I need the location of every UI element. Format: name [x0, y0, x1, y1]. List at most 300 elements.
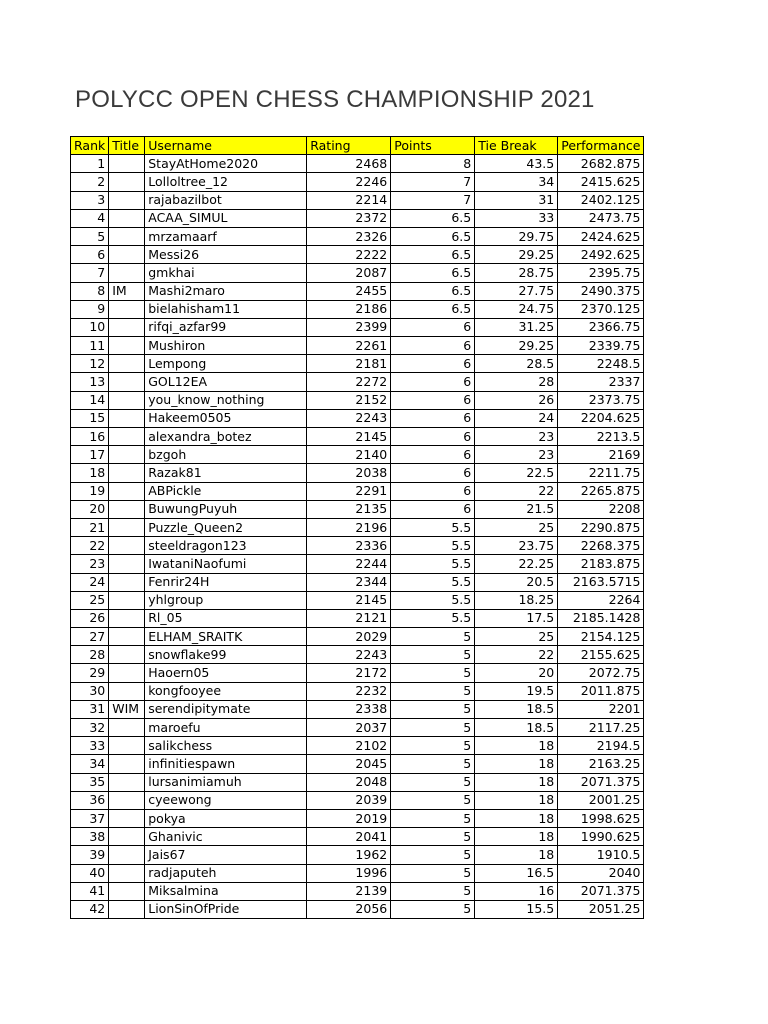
cell-username: gmkhai: [145, 264, 307, 282]
cell-rating: 2344: [307, 573, 391, 591]
cell-performance: 1990.625: [558, 828, 644, 846]
cell-rank: 33: [71, 737, 109, 755]
cell-points: 5: [391, 664, 475, 682]
cell-tiebreak: 31.25: [475, 318, 558, 336]
cell-rank: 10: [71, 318, 109, 336]
cell-title: [109, 391, 145, 409]
cell-username: kongfooyee: [145, 682, 307, 700]
cell-rating: 2038: [307, 464, 391, 482]
cell-tiebreak: 18.25: [475, 591, 558, 609]
cell-username: Puzzle_Queen2: [145, 518, 307, 536]
cell-rank: 34: [71, 755, 109, 773]
cell-username: ELHAM_SRAITK: [145, 628, 307, 646]
cell-title: IM: [109, 282, 145, 300]
table-row: [71, 337, 644, 355]
cell-rating: 2272: [307, 373, 391, 391]
cell-username: infinitiespawn: [145, 755, 307, 773]
cell-performance: 2415.625: [558, 173, 644, 191]
cell-points: 6.5: [391, 246, 475, 264]
cell-rating: 2029: [307, 628, 391, 646]
cell-title: [109, 191, 145, 209]
cell-username: Hakeem0505: [145, 409, 307, 427]
cell-username: BuwungPuyuh: [145, 500, 307, 518]
cell-title: [109, 373, 145, 391]
cell-title: [109, 264, 145, 282]
cell-performance: 2183.875: [558, 555, 644, 573]
cell-points: 5: [391, 755, 475, 773]
cell-username: Lolloltree_12: [145, 173, 307, 191]
cell-performance: 2248.5: [558, 355, 644, 373]
table-row: [71, 246, 644, 264]
cell-rating: 2152: [307, 391, 391, 409]
cell-rank: 41: [71, 882, 109, 900]
cell-points: 5.5: [391, 518, 475, 536]
cell-rank: 42: [71, 900, 109, 918]
cell-rating: 2039: [307, 791, 391, 809]
cell-points: 6.5: [391, 227, 475, 245]
cell-performance: 2071.375: [558, 882, 644, 900]
cell-username: bzgoh: [145, 446, 307, 464]
cell-title: [109, 537, 145, 555]
cell-tiebreak: 18: [475, 737, 558, 755]
cell-tiebreak: 20.5: [475, 573, 558, 591]
cell-rating: 2261: [307, 337, 391, 355]
cell-performance: 2366.75: [558, 318, 644, 336]
cell-title: [109, 864, 145, 882]
cell-tiebreak: 15.5: [475, 900, 558, 918]
cell-title: WIM: [109, 700, 145, 718]
header-points: Points: [391, 137, 475, 155]
cell-points: 6: [391, 428, 475, 446]
cell-title: [109, 318, 145, 336]
cell-username: maroefu: [145, 719, 307, 737]
cell-username: pokya: [145, 809, 307, 827]
cell-points: 6.5: [391, 264, 475, 282]
cell-points: 8: [391, 155, 475, 173]
table-row: [71, 664, 644, 682]
cell-points: 5: [391, 773, 475, 791]
cell-performance: 2339.75: [558, 337, 644, 355]
cell-rank: 32: [71, 719, 109, 737]
cell-points: 5: [391, 700, 475, 718]
table-row: [71, 755, 644, 773]
cell-tiebreak: 18: [475, 809, 558, 827]
cell-rank: 26: [71, 609, 109, 627]
cell-rank: 2: [71, 173, 109, 191]
cell-username: Lempong: [145, 355, 307, 373]
cell-username: Razak81: [145, 464, 307, 482]
cell-title: [109, 518, 145, 536]
cell-tiebreak: 18: [475, 791, 558, 809]
table-row: [71, 355, 644, 373]
cell-rank: 28: [71, 646, 109, 664]
cell-performance: 2492.625: [558, 246, 644, 264]
cell-tiebreak: 34: [475, 173, 558, 191]
cell-tiebreak: 22: [475, 646, 558, 664]
cell-performance: 2155.625: [558, 646, 644, 664]
cell-rating: 2468: [307, 155, 391, 173]
cell-title: [109, 646, 145, 664]
cell-rank: 20: [71, 500, 109, 518]
cell-points: 5: [391, 900, 475, 918]
table-row: [71, 682, 644, 700]
cell-performance: 2154.125: [558, 628, 644, 646]
cell-points: 6.5: [391, 209, 475, 227]
cell-points: 6: [391, 464, 475, 482]
cell-username: Jais67: [145, 846, 307, 864]
cell-rank: 16: [71, 428, 109, 446]
table-row: [71, 737, 644, 755]
cell-rating: 2196: [307, 518, 391, 536]
table-row: [71, 209, 644, 227]
cell-username: mrzamaarf: [145, 227, 307, 245]
cell-points: 6: [391, 500, 475, 518]
cell-rank: 11: [71, 337, 109, 355]
table-row: [71, 573, 644, 591]
cell-performance: 2373.75: [558, 391, 644, 409]
cell-performance: 2682.875: [558, 155, 644, 173]
cell-title: [109, 737, 145, 755]
cell-username: Mushiron: [145, 337, 307, 355]
header-rank: Rank: [71, 137, 109, 155]
cell-tiebreak: 24.75: [475, 300, 558, 318]
cell-username: alexandra_botez: [145, 428, 307, 446]
cell-performance: 2011.875: [558, 682, 644, 700]
cell-username: IwataniNaofumi: [145, 555, 307, 573]
cell-title: [109, 246, 145, 264]
cell-points: 5.5: [391, 555, 475, 573]
cell-tiebreak: 16: [475, 882, 558, 900]
cell-tiebreak: 29.75: [475, 227, 558, 245]
table-row: [71, 191, 644, 209]
cell-username: ACAA_SIMUL: [145, 209, 307, 227]
cell-rating: 2232: [307, 682, 391, 700]
cell-title: [109, 573, 145, 591]
cell-tiebreak: 22.5: [475, 464, 558, 482]
cell-performance: 2169: [558, 446, 644, 464]
cell-tiebreak: 18.5: [475, 700, 558, 718]
cell-tiebreak: 28.75: [475, 264, 558, 282]
table-row: [71, 864, 644, 882]
cell-rating: 2214: [307, 191, 391, 209]
cell-title: [109, 682, 145, 700]
cell-username: rajabazilbot: [145, 191, 307, 209]
cell-performance: 2163.5715: [558, 573, 644, 591]
cell-rank: 12: [71, 355, 109, 373]
cell-tiebreak: 18: [475, 773, 558, 791]
cell-username: Messi26: [145, 246, 307, 264]
cell-username: Fenrir24H: [145, 573, 307, 591]
cell-tiebreak: 23: [475, 428, 558, 446]
cell-tiebreak: 21.5: [475, 500, 558, 518]
cell-tiebreak: 18: [475, 846, 558, 864]
cell-title: [109, 664, 145, 682]
cell-rating: 2326: [307, 227, 391, 245]
cell-title: [109, 828, 145, 846]
cell-tiebreak: 22.25: [475, 555, 558, 573]
cell-rank: 31: [71, 700, 109, 718]
cell-tiebreak: 33: [475, 209, 558, 227]
cell-points: 5: [391, 882, 475, 900]
cell-rating: 2037: [307, 719, 391, 737]
cell-rank: 27: [71, 628, 109, 646]
cell-tiebreak: 18.5: [475, 719, 558, 737]
cell-rating: 2048: [307, 773, 391, 791]
cell-points: 5: [391, 719, 475, 737]
table-row: [71, 900, 644, 918]
table-row: [71, 318, 644, 336]
cell-rank: 40: [71, 864, 109, 882]
cell-rank: 6: [71, 246, 109, 264]
table-row: [71, 482, 644, 500]
cell-title: [109, 446, 145, 464]
cell-title: [109, 464, 145, 482]
table-row: [71, 373, 644, 391]
cell-points: 5: [391, 809, 475, 827]
standings-table: [70, 136, 644, 919]
cell-tiebreak: 23: [475, 446, 558, 464]
cell-rating: 2087: [307, 264, 391, 282]
cell-rank: 39: [71, 846, 109, 864]
cell-performance: 2201: [558, 700, 644, 718]
cell-rating: 2140: [307, 446, 391, 464]
cell-performance: 2290.875: [558, 518, 644, 536]
cell-rank: 35: [71, 773, 109, 791]
cell-title: [109, 355, 145, 373]
cell-rank: 36: [71, 791, 109, 809]
table-row: [71, 646, 644, 664]
cell-tiebreak: 19.5: [475, 682, 558, 700]
cell-performance: 2395.75: [558, 264, 644, 282]
cell-performance: 2490.375: [558, 282, 644, 300]
cell-rating: 1962: [307, 846, 391, 864]
cell-points: 6: [391, 409, 475, 427]
cell-title: [109, 173, 145, 191]
cell-rating: 2041: [307, 828, 391, 846]
cell-rating: 2145: [307, 428, 391, 446]
cell-rating: 2121: [307, 609, 391, 627]
cell-points: 5.5: [391, 591, 475, 609]
table-row: [71, 391, 644, 409]
cell-performance: 2051.25: [558, 900, 644, 918]
cell-performance: 2337: [558, 373, 644, 391]
cell-rank: 7: [71, 264, 109, 282]
cell-points: 5.5: [391, 609, 475, 627]
cell-rank: 14: [71, 391, 109, 409]
cell-rank: 30: [71, 682, 109, 700]
table-row: [71, 773, 644, 791]
table-row: [71, 555, 644, 573]
cell-rating: 2244: [307, 555, 391, 573]
cell-username: yhlgroup: [145, 591, 307, 609]
table-row: [71, 264, 644, 282]
cell-rating: 2045: [307, 755, 391, 773]
cell-rank: 24: [71, 573, 109, 591]
cell-username: ABPickle: [145, 482, 307, 500]
cell-rating: 2222: [307, 246, 391, 264]
cell-points: 5.5: [391, 573, 475, 591]
cell-title: [109, 500, 145, 518]
cell-rating: 2291: [307, 482, 391, 500]
cell-rating: 2172: [307, 664, 391, 682]
cell-rank: 18: [71, 464, 109, 482]
table-row: [71, 300, 644, 318]
cell-points: 5: [391, 828, 475, 846]
cell-rank: 3: [71, 191, 109, 209]
cell-tiebreak: 29.25: [475, 246, 558, 264]
cell-rating: 2243: [307, 409, 391, 427]
cell-username: Mashi2maro: [145, 282, 307, 300]
cell-rating: 2399: [307, 318, 391, 336]
cell-rank: 5: [71, 227, 109, 245]
cell-rating: 1996: [307, 864, 391, 882]
cell-title: [109, 900, 145, 918]
cell-title: [109, 482, 145, 500]
table-row: [71, 791, 644, 809]
cell-points: 6: [391, 355, 475, 373]
cell-username: Ghanivic: [145, 828, 307, 846]
cell-username: steeldragon123: [145, 537, 307, 555]
table-row: [71, 464, 644, 482]
table-row: [71, 428, 644, 446]
table-row: [71, 628, 644, 646]
cell-rank: 15: [71, 409, 109, 427]
cell-tiebreak: 16.5: [475, 864, 558, 882]
cell-rating: 2186: [307, 300, 391, 318]
cell-rank: 17: [71, 446, 109, 464]
cell-title: [109, 846, 145, 864]
cell-performance: 2001.25: [558, 791, 644, 809]
cell-tiebreak: 31: [475, 191, 558, 209]
table-row: [71, 846, 644, 864]
cell-points: 6.5: [391, 300, 475, 318]
table-row: [71, 518, 644, 536]
cell-points: 5.5: [391, 537, 475, 555]
cell-rank: 1: [71, 155, 109, 173]
cell-title: [109, 337, 145, 355]
cell-rank: 37: [71, 809, 109, 827]
table-row: [71, 446, 644, 464]
cell-points: 5: [391, 646, 475, 664]
cell-rank: 19: [71, 482, 109, 500]
cell-username: serendipitymate: [145, 700, 307, 718]
cell-performance: 2370.125: [558, 300, 644, 318]
cell-performance: 2211.75: [558, 464, 644, 482]
table-row: [71, 719, 644, 737]
cell-rating: 2336: [307, 537, 391, 555]
table-row: [71, 809, 644, 827]
table-row: [71, 500, 644, 518]
cell-rating: 2139: [307, 882, 391, 900]
cell-rank: 38: [71, 828, 109, 846]
cell-points: 7: [391, 191, 475, 209]
cell-rating: 2102: [307, 737, 391, 755]
cell-title: [109, 791, 145, 809]
cell-title: [109, 555, 145, 573]
cell-performance: 2268.375: [558, 537, 644, 555]
cell-rank: 13: [71, 373, 109, 391]
cell-performance: 2185.1428: [558, 609, 644, 627]
cell-rank: 21: [71, 518, 109, 536]
cell-title: [109, 591, 145, 609]
cell-rank: 4: [71, 209, 109, 227]
cell-points: 5: [391, 864, 475, 882]
header-performance: Performance: [558, 137, 644, 155]
cell-title: [109, 227, 145, 245]
cell-username: Miksalmina: [145, 882, 307, 900]
cell-points: 6: [391, 373, 475, 391]
cell-points: 6: [391, 446, 475, 464]
cell-tiebreak: 26: [475, 391, 558, 409]
table-body: [71, 155, 644, 919]
cell-tiebreak: 27.75: [475, 282, 558, 300]
cell-username: Rl_05: [145, 609, 307, 627]
cell-username: LionSinOfPride: [145, 900, 307, 918]
cell-performance: 2424.625: [558, 227, 644, 245]
cell-points: 5: [391, 846, 475, 864]
cell-performance: 2402.125: [558, 191, 644, 209]
cell-title: [109, 409, 145, 427]
cell-points: 6: [391, 318, 475, 336]
cell-rank: 29: [71, 664, 109, 682]
cell-points: 6: [391, 482, 475, 500]
page-title: POLYCC OPEN CHESS CHAMPIONSHIP 2021: [75, 86, 595, 113]
cell-title: [109, 628, 145, 646]
cell-tiebreak: 18: [475, 755, 558, 773]
cell-title: [109, 755, 145, 773]
table-row: [71, 282, 644, 300]
cell-performance: 2264: [558, 591, 644, 609]
cell-rating: 2372: [307, 209, 391, 227]
cell-points: 5: [391, 737, 475, 755]
cell-rating: 2181: [307, 355, 391, 373]
table-row: [71, 882, 644, 900]
cell-rating: 2135: [307, 500, 391, 518]
cell-tiebreak: 28: [475, 373, 558, 391]
cell-title: [109, 773, 145, 791]
cell-points: 7: [391, 173, 475, 191]
cell-rating: 2145: [307, 591, 391, 609]
cell-username: radjaputeh: [145, 864, 307, 882]
cell-title: [109, 209, 145, 227]
table-row: [71, 609, 644, 627]
cell-tiebreak: 28.5: [475, 355, 558, 373]
cell-title: [109, 719, 145, 737]
cell-points: 5: [391, 628, 475, 646]
cell-performance: 2213.5: [558, 428, 644, 446]
cell-rank: 8: [71, 282, 109, 300]
header-username: Username: [145, 137, 307, 155]
header-title: Title: [109, 137, 145, 155]
cell-performance: 2208: [558, 500, 644, 518]
cell-username: you_know_nothing: [145, 391, 307, 409]
cell-tiebreak: 43.5: [475, 155, 558, 173]
cell-rating: 2338: [307, 700, 391, 718]
cell-points: 5: [391, 682, 475, 700]
cell-username: GOL12EA: [145, 373, 307, 391]
cell-tiebreak: 25: [475, 628, 558, 646]
cell-performance: 2040: [558, 864, 644, 882]
cell-tiebreak: 25: [475, 518, 558, 536]
cell-tiebreak: 29.25: [475, 337, 558, 355]
cell-title: [109, 882, 145, 900]
cell-tiebreak: 18: [475, 828, 558, 846]
cell-title: [109, 300, 145, 318]
cell-rating: 2455: [307, 282, 391, 300]
table-row: [71, 828, 644, 846]
cell-performance: 2117.25: [558, 719, 644, 737]
cell-tiebreak: 20: [475, 664, 558, 682]
